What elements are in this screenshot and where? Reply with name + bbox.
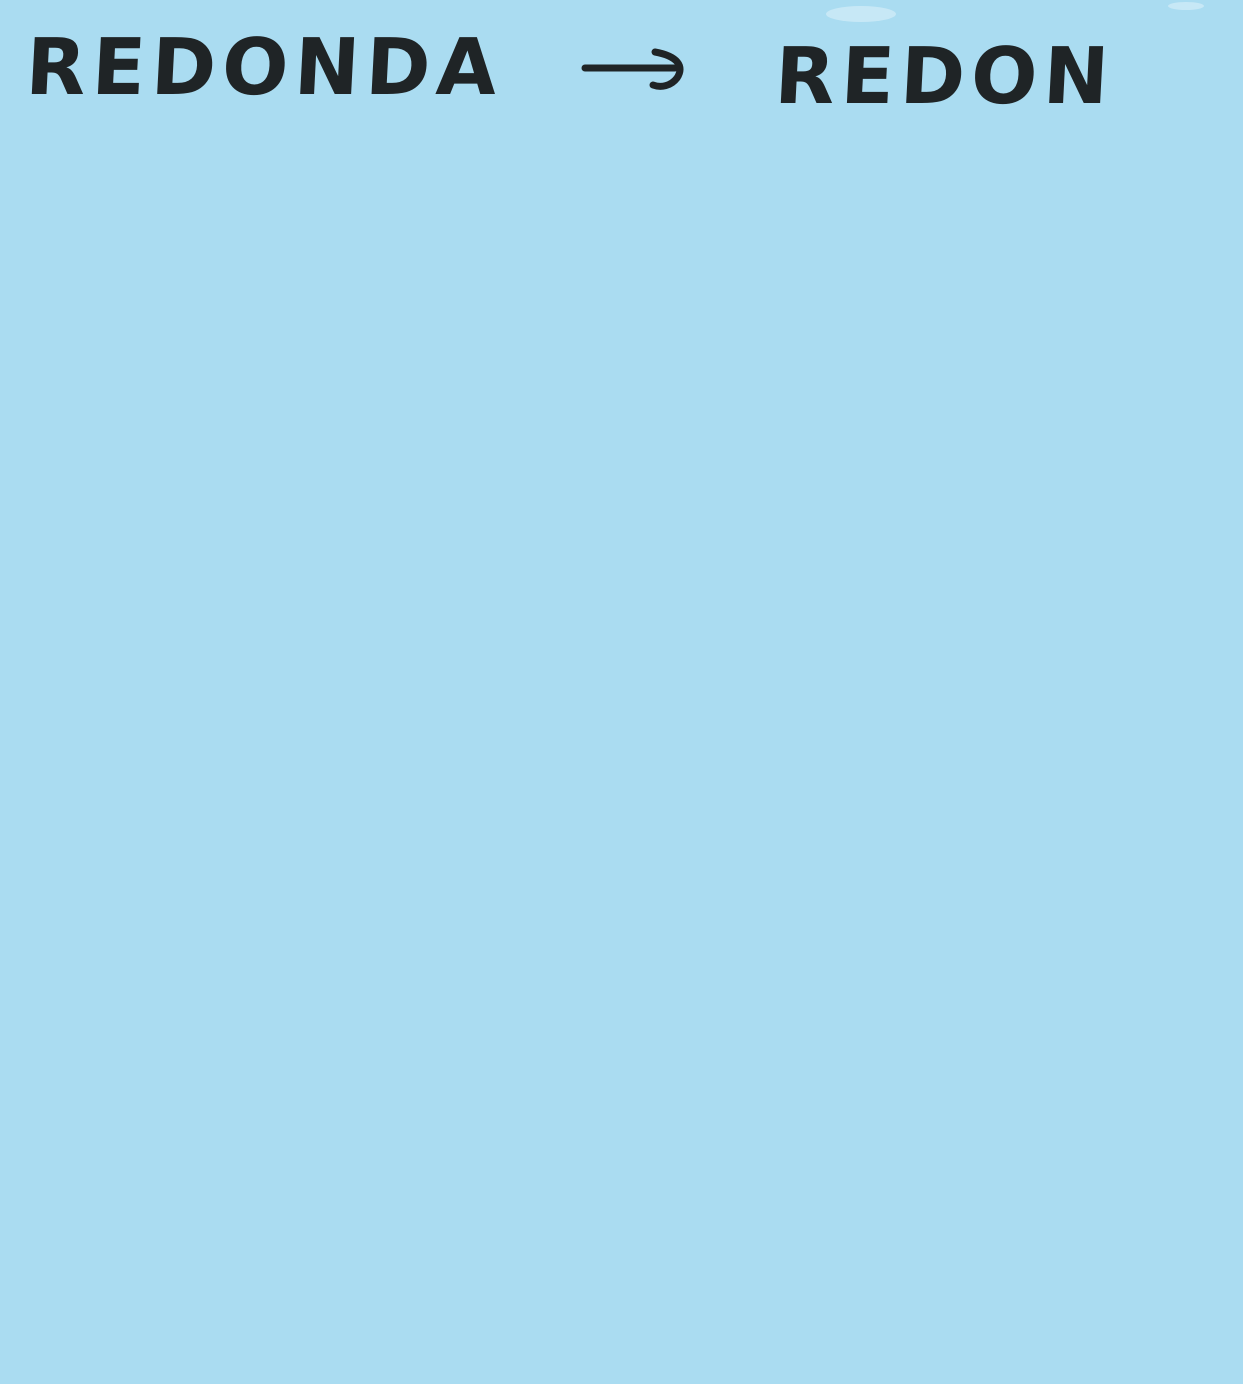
right-arrow-icon <box>581 44 687 92</box>
from-word: REDONDA <box>23 23 506 113</box>
paper-speck <box>1168 2 1204 10</box>
handwritten-line <box>23 20 1117 122</box>
to-word: REDON <box>772 32 1117 122</box>
